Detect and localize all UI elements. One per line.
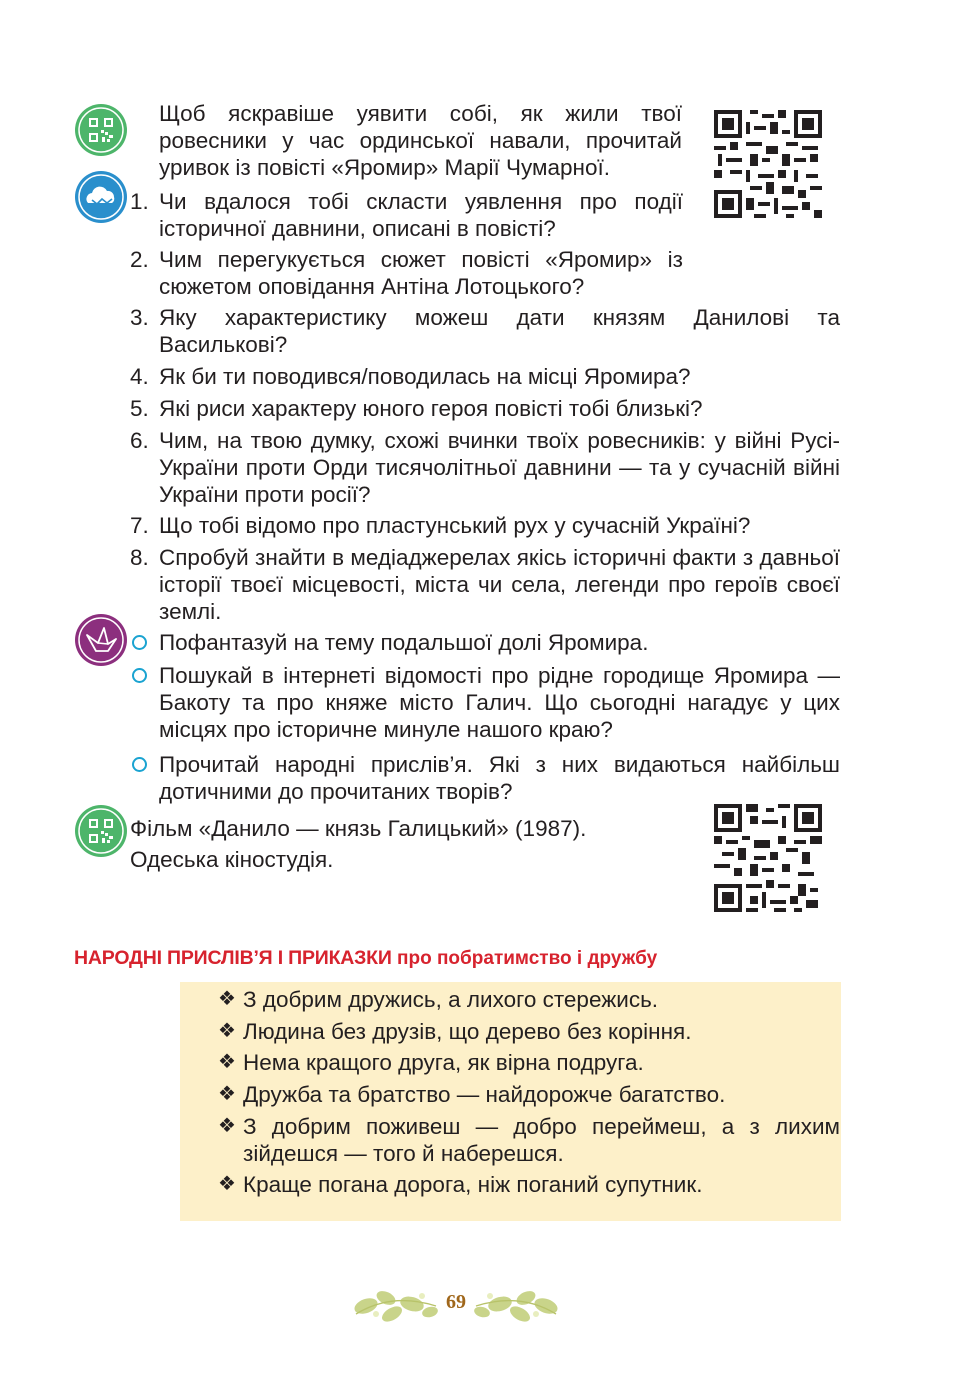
proverbs-heading <box>74 947 657 970</box>
question-number: 3. <box>130 305 149 330</box>
diamond-bullet-icon: ❖ <box>218 1115 236 1137</box>
diamond-bullet-icon: ❖ <box>218 1083 236 1105</box>
question-text: Як би ти поводився/поводилась на місці Яромира? <box>159 364 691 389</box>
question-number: 8. <box>130 545 149 570</box>
question-number: 2. <box>130 247 149 272</box>
qr-code-icon <box>74 103 128 157</box>
circle-bullet-icon <box>132 757 147 772</box>
page-number: 69 <box>446 1291 466 1313</box>
question-text: Які риси характеру юного героя повісті тобі близькі? <box>159 396 703 421</box>
question-number: 1. <box>130 189 149 214</box>
task-text: Прочитай народні прислів’я. Які з них видаються найбільш дотичними до прочитаних творів? <box>159 752 840 804</box>
question-text: Спробуй знайти в медіаджерелах якісь історичні факти з давньої історії твоєї місцевості, міста чи села, легенди про героїв своєї землі. <box>159 545 840 624</box>
circle-bullet-icon <box>132 668 147 683</box>
question-text: Що тобі відомо про пластунський рух у сучасній Україні? <box>159 513 751 538</box>
qr-code[interactable] <box>714 110 822 218</box>
intro-paragraph: Щоб яскравіше уявити собі, як жили твої ровесники у час ординської навали, прочитай уривок із повісті «Яромир» Марії Чумарної. <box>159 101 682 180</box>
diamond-bullet-icon: ❖ <box>218 1020 236 1042</box>
question-number: 5. <box>130 396 149 421</box>
paper-crane-icon <box>74 613 128 667</box>
proverbs-heading-bold: НАРОДНІ ПРИСЛІВ’Я І ПРИКАЗКИ <box>74 947 392 969</box>
diamond-bullet-icon: ❖ <box>218 988 236 1010</box>
film-title: Фільм «Данило — князь Галицький» (1987). <box>130 816 587 841</box>
qr-code-icon <box>74 804 128 858</box>
circle-bullet-icon <box>132 635 147 650</box>
film-studio: Одеська кіностудія. <box>130 847 334 872</box>
task-text: Пофантазуй на тему подальшої долі Яромира. <box>159 630 649 655</box>
cloud-icon <box>74 170 128 224</box>
question-number: 7. <box>130 513 149 538</box>
proverb-text: Краще погана дорога, ніж поганий супутник. <box>243 1172 703 1197</box>
proverbs-box <box>180 982 841 1219</box>
qr-code[interactable] <box>714 804 822 912</box>
proverb-text: Людина без друзів, що дерево без коріння. <box>243 1019 692 1044</box>
proverb-text: Нема кращого друга, як вірна подруга. <box>243 1050 644 1075</box>
question-text: Чим перегукується сюжет повісті «Яромир» із сюжетом оповідання Антіна Лотоцького? <box>159 247 683 299</box>
proverb-text: З добрим поживеш — добро переймеш, а з лихим зійдешся — того й наберешся. <box>243 1114 840 1166</box>
diamond-bullet-icon: ❖ <box>218 1173 236 1195</box>
question-text: Чи вдалося тобі скласти уявлення про події історичної давнини, описані в повісті? <box>159 189 683 241</box>
diamond-bullet-icon: ❖ <box>218 1051 236 1073</box>
task-text: Пошукай в інтернеті відомості про рідне городище Яромира — Бакоту та про княже місто Галич. Що сьогодні нагадує у цих місцях про історичне минуле нашого краю? <box>159 663 840 742</box>
question-text: Яку характеристику можеш дати князям Данилові та Василькові? <box>159 305 840 357</box>
proverb-text: З добрим дружись, а лихого стережись. <box>243 987 659 1012</box>
proverbs-heading-rest: про побратимство і дружбу <box>391 948 658 969</box>
question-number: 4. <box>130 364 149 389</box>
proverb-text: Дружба та братство — найдорожче багатство. <box>243 1082 726 1107</box>
question-text: Чим, на твою думку, схожі вчинки твоїх ровесників: у війні Русі-України проти Орди тисячолітньої давнини — та у сучасній війні України проти росії? <box>159 428 840 507</box>
question-number: 6. <box>130 428 149 453</box>
